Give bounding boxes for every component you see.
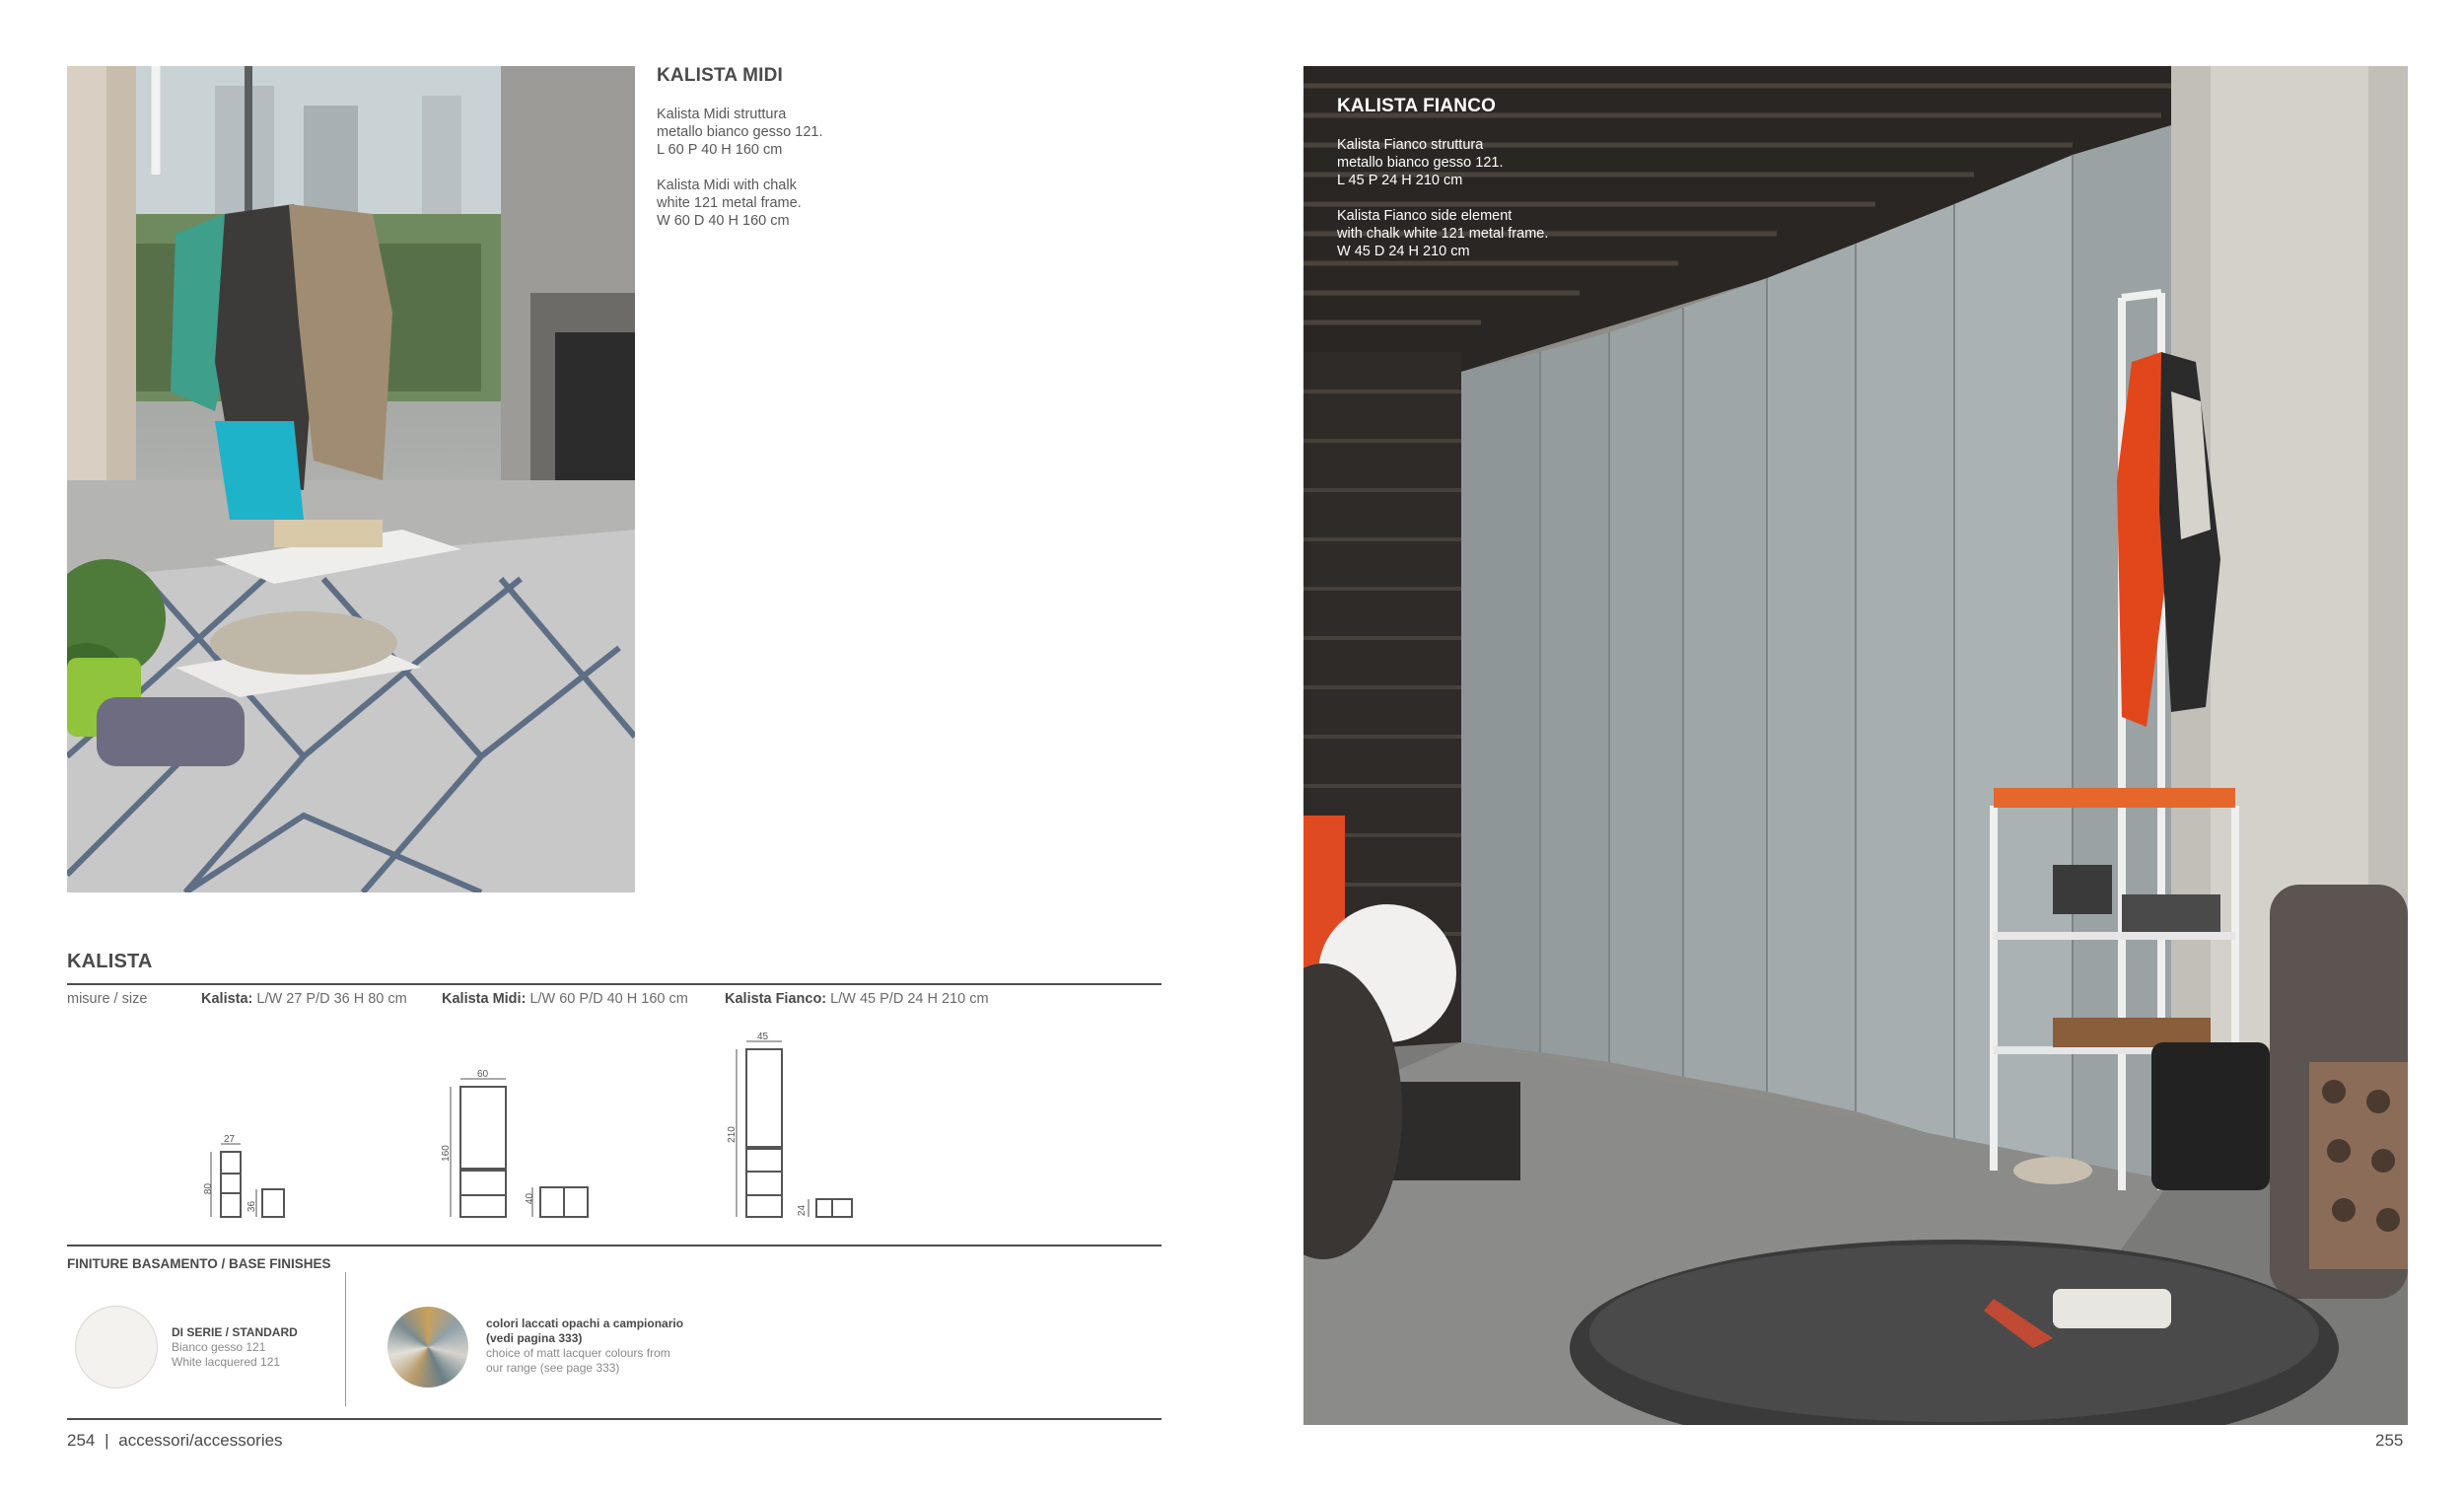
size-kalista [201,991,407,1007]
dim-midi-depth: 40 [525,1192,536,1205]
dim-kalista-width: 27 [224,1134,236,1145]
finishes-rule [67,1245,1162,1246]
kalista-fianco-title: KALISTA FIANCO [1337,96,1497,116]
dim-kalista-height: 80 [203,1182,215,1195]
description-line: W 60 D 40 H 160 cm [657,213,790,229]
description-line: Kalista Fianco struttura [1337,137,1484,153]
description-line: W 45 D 24 H 210 cm [1337,244,1470,259]
size-name: Kalista: [201,991,253,1007]
finishes-divider [345,1272,346,1406]
footer-section: accessori/accessories [118,1431,283,1450]
kalista-midi-description-en [657,177,802,230]
kalista-fianco-description-it [1337,136,1503,189]
description-line: Kalista Midi with chalk [657,178,797,193]
description-line: Kalista Midi struttura [657,107,787,122]
description-line: L 60 P 40 H 160 cm [657,142,783,158]
dim-kalista-depth: 36 [246,1200,258,1213]
dim-fianco-height: 210 [726,1126,738,1143]
size-kalista-fianco [725,991,989,1007]
footer-rule [67,1418,1162,1420]
kalista-midi-description-it [657,106,822,159]
dim-fianco-depth: 24 [797,1204,809,1217]
dim-midi-height: 160 [440,1145,452,1162]
drawing-midi [451,1079,588,1217]
lacquer-swatch [387,1307,468,1388]
standard-finish-text [172,1325,298,1370]
description-line: metallo bianco gesso 121. [1337,155,1504,171]
size-value: L/W 45 P/D 24 H 210 cm [830,991,989,1007]
white-swatch [75,1306,158,1388]
size-name: Kalista Fianco: [725,991,827,1007]
footer-separator: | [105,1431,109,1450]
description-line: metallo bianco gesso 121. [657,124,823,140]
lacquer-finish-line2: our range (see page 333) [486,1361,620,1375]
dim-midi-width: 60 [477,1069,489,1080]
standard-finish-line1: Bianco gesso 121 [172,1340,266,1354]
kalista-fianco-description-en [1337,207,1548,260]
lacquer-finish-text [486,1317,683,1376]
kalista-fianco-photo [1303,66,2408,1425]
left-footer [67,1431,283,1451]
kalista-midi-photo [67,66,635,892]
size-kalista-midi [442,991,688,1007]
size-value: L/W 60 P/D 40 H 160 cm [529,991,688,1007]
standard-finish-title: DI SERIE / STANDARD [172,1325,298,1339]
lacquer-finish-title2: (vedi pagina 333) [486,1331,583,1345]
section-title: KALISTA [67,951,153,972]
finishes-title: FINITURE BASAMENTO / BASE FINISHES [67,1256,331,1271]
sizes-label: misure / size [67,991,148,1007]
description-line: with chalk white 121 metal frame. [1337,226,1549,242]
lacquer-finish-title1: colori laccati opachi a campionario [486,1317,684,1330]
page-number: 254 [67,1431,96,1450]
description-line: L 45 P 24 H 210 cm [1337,173,1463,188]
lacquer-finish-line1: choice of matt lacquer colours from [486,1346,670,1360]
description-line: white 121 metal frame. [657,195,802,211]
size-value: L/W 27 P/D 36 H 80 cm [256,991,407,1007]
standard-finish-line2: White lacquered 121 [172,1355,281,1369]
kalista-midi-title: KALISTA MIDI [657,65,783,86]
dim-fianco-width: 45 [757,1032,769,1042]
size-name: Kalista Midi: [442,991,527,1007]
description-line: Kalista Fianco side element [1337,208,1513,224]
section-rule [67,983,1162,985]
right-page-number: 255 [2375,1431,2404,1450]
drawing-fianco [737,1041,852,1217]
